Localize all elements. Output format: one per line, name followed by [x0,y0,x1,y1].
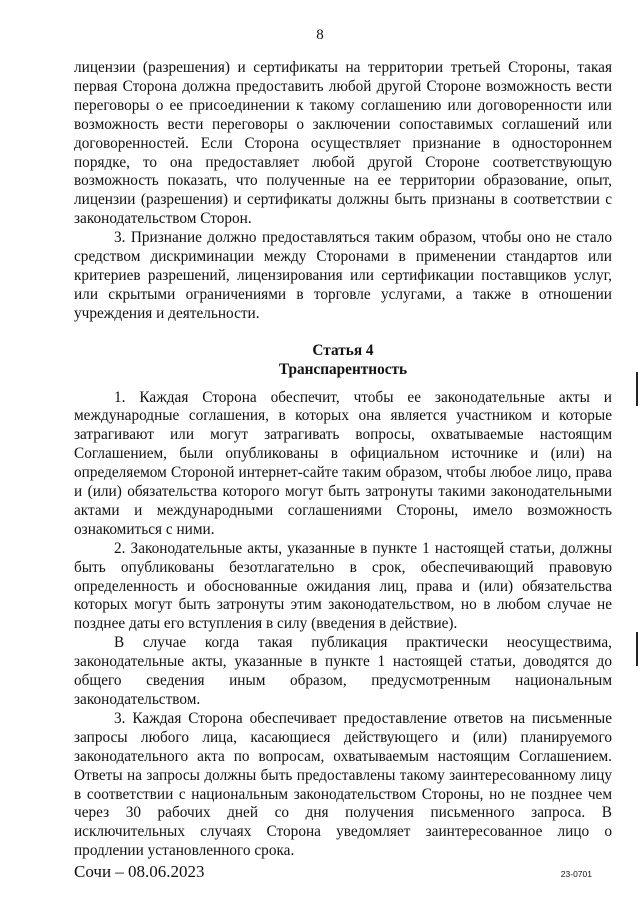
article-paragraph-2-continuation: В случае когда такая публикация практически неосуществима, законодательные акты, указанные в пункте 1 настоящей статьи, доводятся до общего сведения иным образом, предусмотренным национальным законодательством. [74,634,612,708]
document-body [74,59,612,861]
page-number: 8 [316,27,324,43]
paragraph-recognition-3: 3. Признание должно предоставляться таким образом, чтобы оно не стало средством дискриминации между Сторонами в применении стандартов или критериев разрешений, лицензирования или сертификации поставщиков услуг, или скрытыми ограничениями в торговле услугами, а также в отношении учреждения и деятельности. [74,229,612,322]
article-paragraph-2: 2. Законодательные акты, указанные в пункте 1 настоящей статьи, должны быть опубликованы безотлагательно в срок, обеспечивающий правовую определенность и обоснованные ожидания лиц, права и (или) обязательства которых могут быть затронуты этим законодательством, но в любом случае не позднее даты его вступления в силу (введения в действие). [74,539,612,633]
scan-edge-mark [636,632,638,666]
article-paragraph-1: 1. Каждая Сторона обеспечит, чтобы ее законодательные акты и международные соглашения, в которых она является участником и которые затрагивают или могут затрагивать вопросы, охватываемые настоящим Соглашением, были опубликованы в официальном источнике и (или) на определяемом Стороной интернет-сайте таким образом, чтобы любое лицо, права и (или) обязательства которого могут быть затронуты такими законодательными актами и международными соглашениями Стороны, имело возможность ознакомиться с ними. [74,388,612,538]
footer-place-date: Сочи – 08.06.2023 [74,862,205,881]
footer-doc-code: 23-0701 [560,869,592,879]
article-title: Транспарентность [278,360,408,378]
article-heading [74,342,612,380]
article-number: Статья 4 [312,341,374,359]
scan-edge-mark [636,372,638,406]
article-paragraph-3: 3. Каждая Сторона обеспечивает предоставление ответов на письменные запросы любого лица, касающиеся действующего и (или) планируемого законодательного акта по вопросам, охватываемым настоящим Соглашением. Ответы на запросы должны быть предоставлены такому заинтересованному лицу в соответствии с национальным законодательством Стороны, но не позднее чем через 30 рабочих дней со дня получения письменного запроса. В исключительных случаях Сторона уведомляет заинтересованное лицо о продлении установленного срока. [74,709,612,860]
paragraph-continuation: лицензии (разрешения) и сертификаты на территории третьей Стороны, такая первая Сторона должна предоставить любой другой Стороне возможность вести переговоры о ее присоединении к такому соглашению или договоренности или возможность вести переговоры о заключении сопоставимых соглашений или договоренностей. Если Сторона осуществляет признание в одностороннем порядке, то она предоставляет любой другой Стороне соответствующую возможность показать, что полученные на ее территории образование, опыт, лицензии (разрешения) и сертификаты должны быть признаны в соответствии с законодательством Сторон. [74,59,612,228]
